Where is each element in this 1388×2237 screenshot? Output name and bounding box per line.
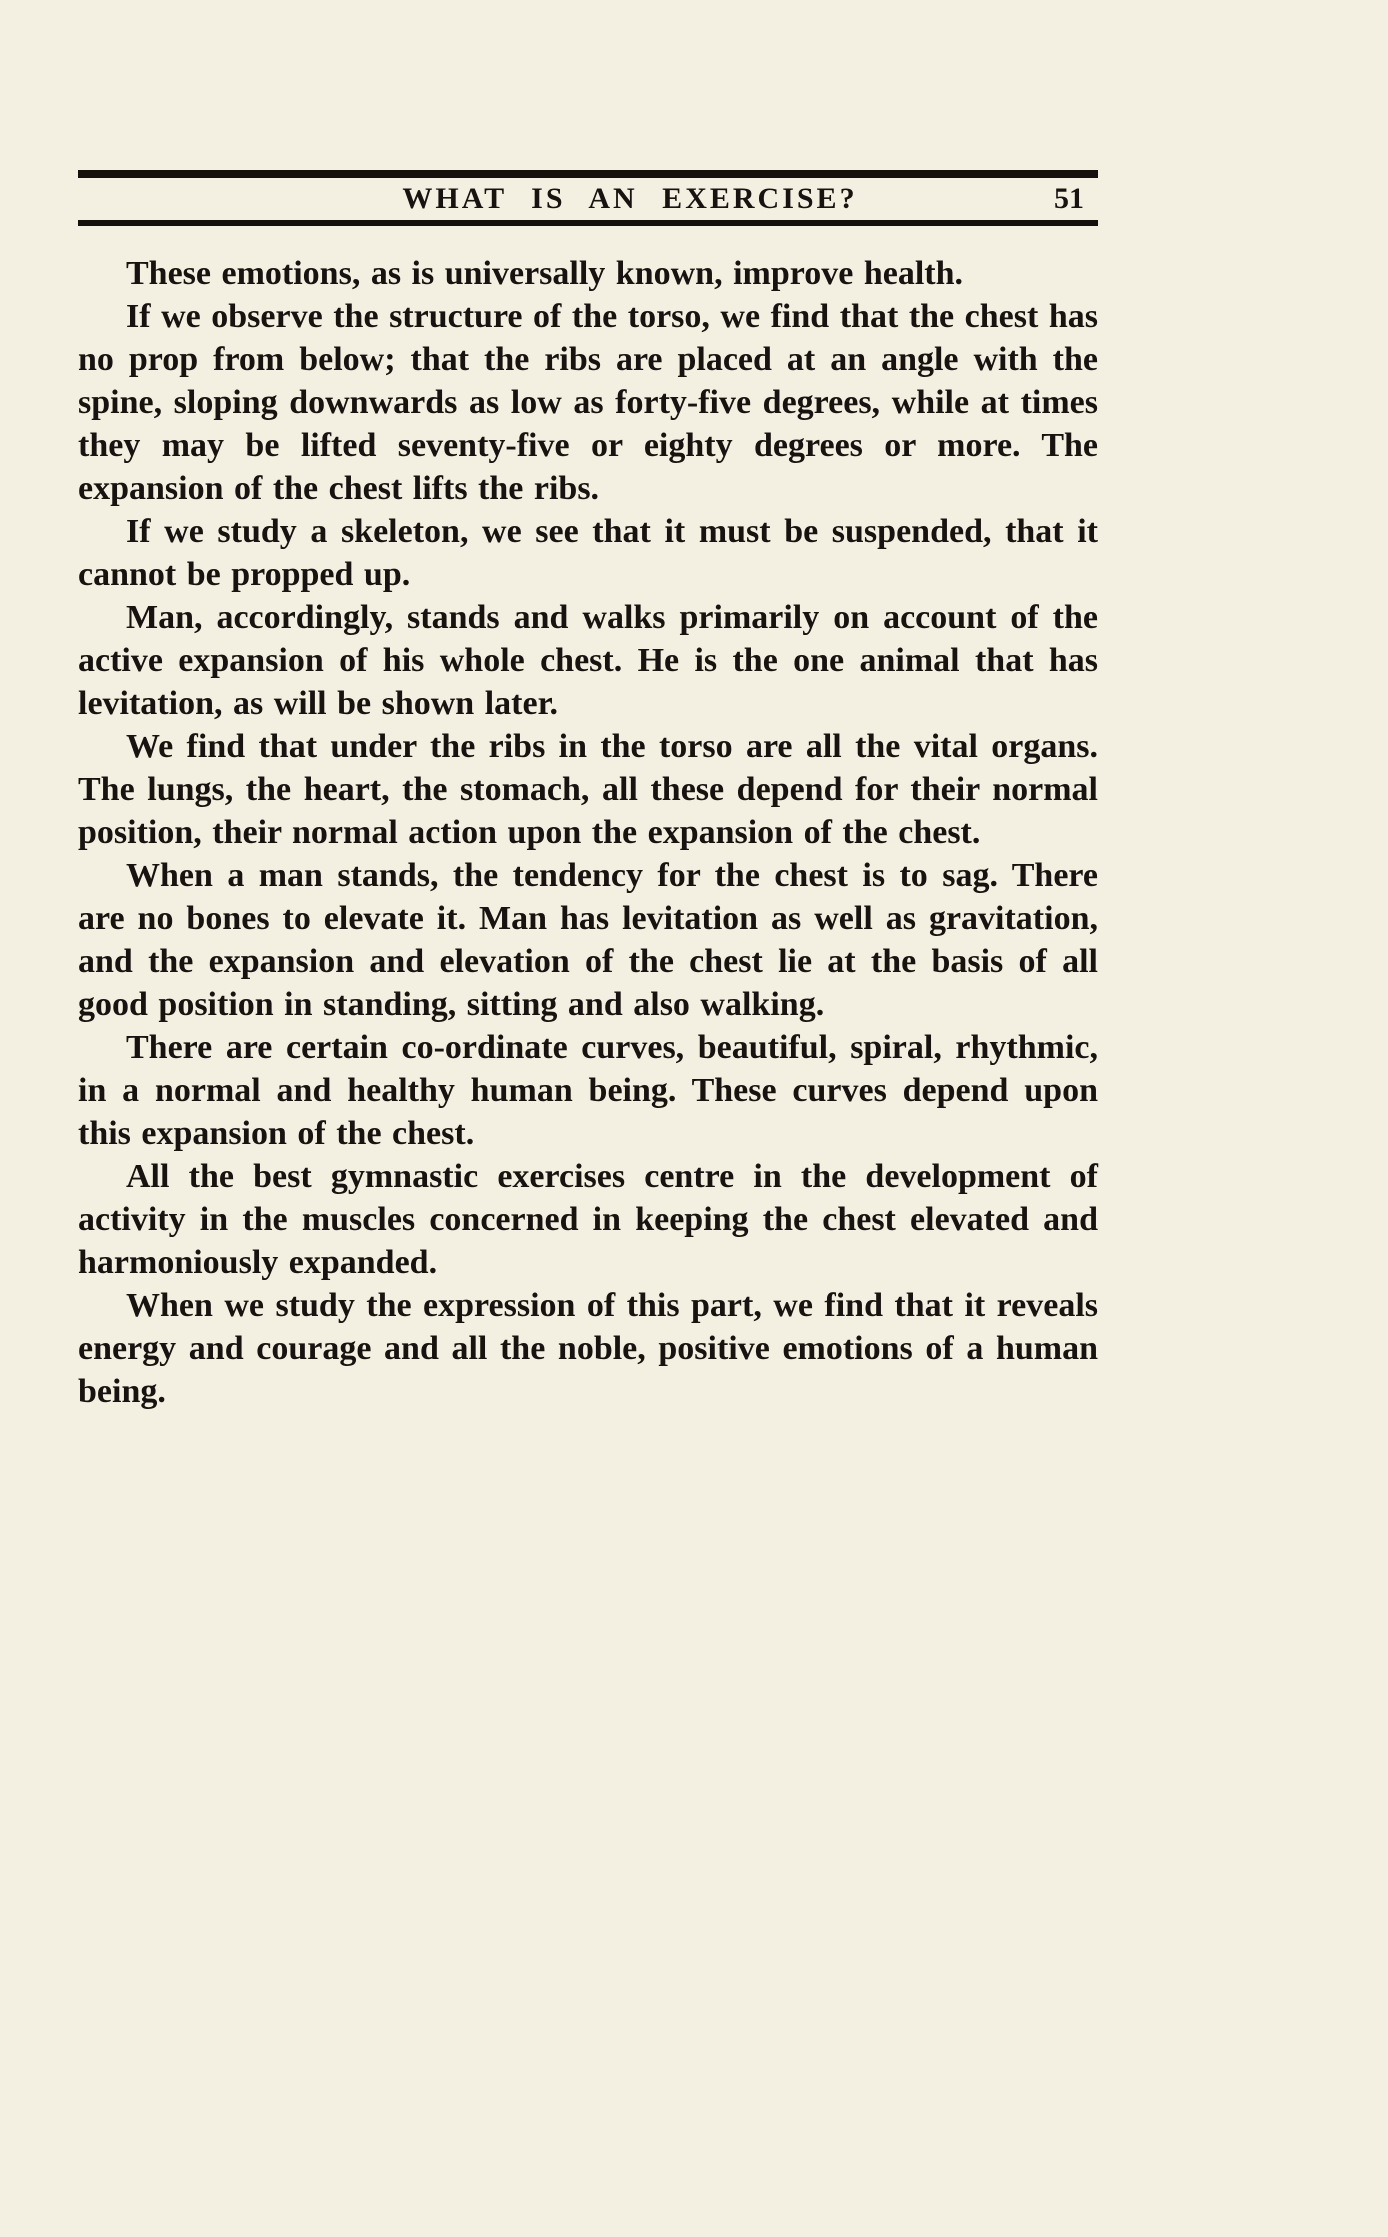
paragraph: If we study a skeleton, we see that it must be suspended, that it cannot be propped up. — [78, 513, 1098, 593]
paragraph: If we observe the structure of the torso, we find that the chest has no prop from below; that the ribs are placed at an angle with the spine, sloping downwards as low as forty-five degrees, while at times they may be lifted seventy-five or eighty degrees or more. The expansion of the chest lifts the ribs. — [78, 298, 1098, 507]
running-head-title: WHAT IS AN EXERCISE? — [402, 182, 858, 215]
paragraph: Man, accordingly, stands and walks primarily on account of the active expansion of his whole chest. He is the one animal that has levitation, as will be shown later. — [78, 599, 1098, 722]
header-rule-top — [78, 170, 1098, 178]
paragraph: All the best gymnastic exercises centre in the development of activity in the muscles concerned in keeping the chest elevated and harmoniously expanded. — [78, 1158, 1098, 1281]
paragraph: When we study the expression of this part, we find that it reveals energy and courage and all the noble, positive emotions of a human being. — [78, 1287, 1098, 1410]
body-text — [78, 252, 1098, 1413]
content-column — [78, 170, 1098, 1413]
header-rule-bottom — [78, 220, 1098, 226]
page-number: 51 — [1054, 182, 1084, 215]
paragraph: There are certain co-ordinate curves, beautiful, spiral, rhythmic, in a normal and healthy human being. These curves depend upon this expansion of the chest. — [78, 1029, 1098, 1152]
page-header — [78, 180, 1098, 220]
paragraph: When a man stands, the tendency for the chest is to sag. There are no bones to elevate it. Man has levitation as well as gravitation, and the expansion and elevation of the chest lie at the basis of all good position in standing, sitting and also walking. — [78, 857, 1098, 1023]
paragraph: We find that under the ribs in the torso are all the vital organs. The lungs, the heart, the stomach, all these depend for their normal position, their normal action upon the expansion of the chest. — [78, 728, 1098, 851]
paragraph: These emotions, as is universally known, improve health. — [126, 255, 964, 292]
